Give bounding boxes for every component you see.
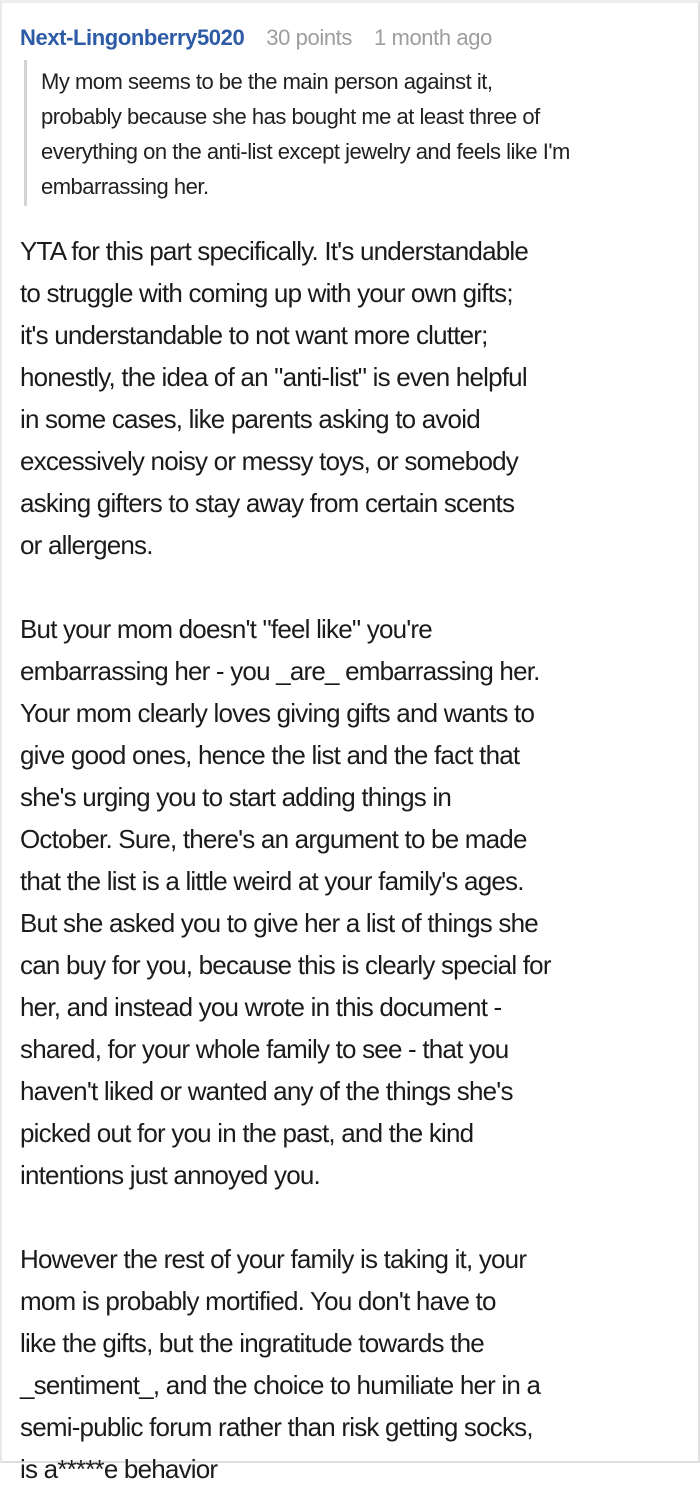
comment-timestamp: 1 month ago xyxy=(374,25,492,50)
quoted-parent-text: My mom seems to be the main person against it, probably because she has bought me at least three of everything on the anti-list except jewelry and feels like I'm embarrassing her. xyxy=(24,60,688,206)
comment-paragraph-3: However the rest of your family is taking it, your mom is probably mortified. You don't have to like the gifts, but the ingratitude towards the _sentiment_, and the choice to humiliate her in a semi-public forum rather than risk getting socks, is a*****e behavior xyxy=(20,1244,541,1484)
comment-author-link[interactable]: Next-Lingonberry5020 xyxy=(20,25,245,50)
comment-paragraph-2: But your mom doesn't "feel like" you're embarrassing her - you _are_ embarrassing her. Your mom clearly loves giving gifts and wants to give good ones, hence the list and the fact that she's urging you to start adding things in October. Sure, there's an argument to be made that the list is a little weird at your family's ages. But she asked you to give her a list of things she can buy for you, because this is clearly special for her, and instead you wrote in this document - shared, for your whole family to see - that you haven't liked or wanted any of the things she's picked out for you in the past, and the kind intentions just annoyed you. xyxy=(20,614,551,1190)
comment-paragraph-1: YTA for this part specifically. It's understandable to struggle with coming up with your own gifts; it's understandable to not want more clutter; honestly, the idea of an "anti-list" is even helpful in some cases, like parents asking to avoid excessively noisy or messy toys, or somebody asking gifters to stay away from certain scents or allergens. xyxy=(20,236,529,560)
comment-header xyxy=(20,25,688,51)
comment-points: 30 points xyxy=(266,25,352,50)
comment-body xyxy=(20,230,688,1490)
